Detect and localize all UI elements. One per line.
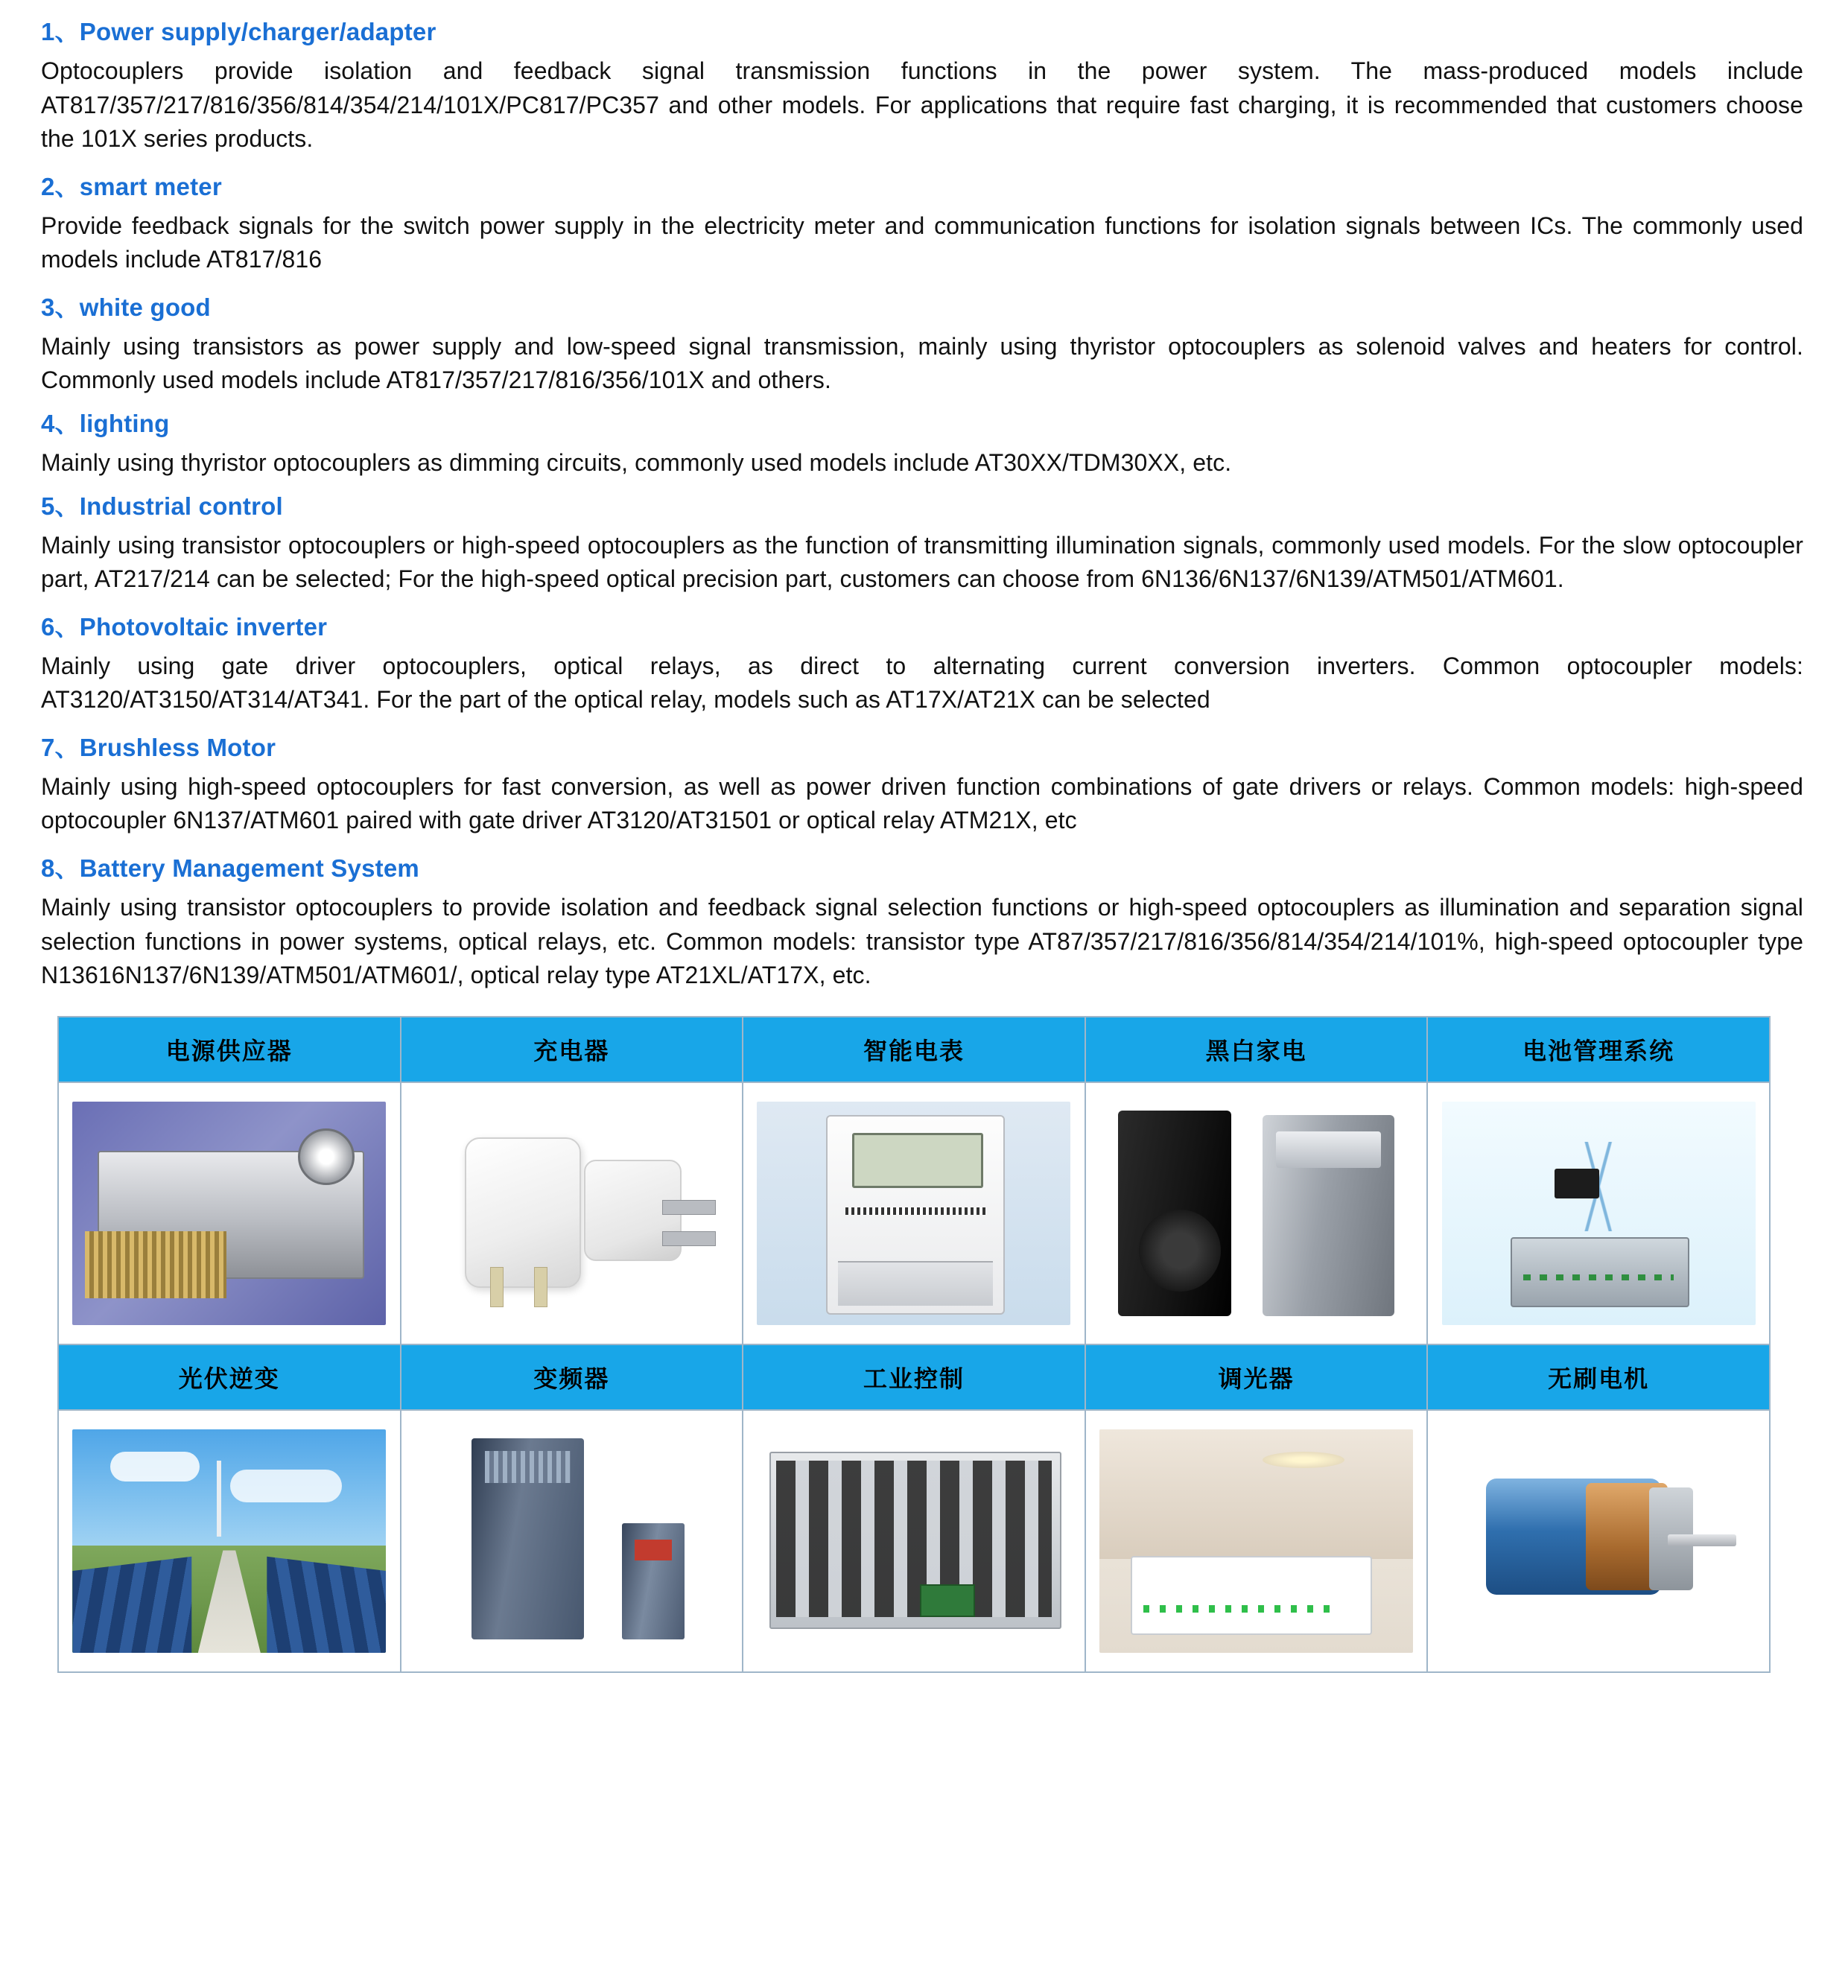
section-body: Mainly using transistor optocouplers or high-speed optocouplers as the function of transmitting illumination signals, commonly used models. For the slow optocoupler part, AT217/214 can be selected; For the high-speed optical precision part, customers can choose from 6N136/6N137/6N139/ATM501/ATM601.	[41, 531, 1803, 593]
header-cell-industrial-control: 工业控制	[743, 1344, 1085, 1410]
brushless-motor-photo	[1442, 1429, 1756, 1653]
plc-controller-photo	[757, 1429, 1070, 1653]
section-photovoltaic-inverter	[41, 612, 1803, 717]
charger-photo	[415, 1102, 728, 1325]
header-cell-charger: 充电器	[401, 1017, 743, 1082]
section-brushless-motor	[41, 732, 1803, 838]
section-title: 3、white good	[41, 293, 211, 321]
solar-farm-photo	[72, 1429, 386, 1653]
section-title: 4、lighting	[41, 409, 170, 437]
section-title: 8、Battery Management System	[41, 854, 419, 882]
table-header-row-1	[58, 1017, 1770, 1082]
section-smart-meter	[41, 171, 1803, 277]
section-battery-management-system	[41, 853, 1803, 993]
section-title: 6、Photovoltaic inverter	[41, 612, 328, 641]
section-industrial-control	[41, 491, 1803, 597]
header-cell-brushless-motor: 无刷电机	[1427, 1344, 1770, 1410]
table-image-row-2	[58, 1410, 1770, 1672]
image-cell-frequency-converter	[401, 1410, 743, 1672]
image-cell-battery-management	[1427, 1082, 1770, 1344]
table-image-row-1	[58, 1082, 1770, 1344]
section-power-supply	[41, 16, 1803, 156]
application-image-table	[57, 1016, 1771, 1673]
image-cell-industrial-control	[743, 1410, 1085, 1672]
section-body: Mainly using transistors as power supply and low-speed signal transmission, mainly using thyristor optocouplers as solenoid valves and heaters for control. Commonly used models include AT817/357/217/816/356/101X and others.	[41, 332, 1803, 394]
image-cell-photovoltaic	[58, 1410, 401, 1672]
section-body: Mainly using high-speed optocouplers for fast conversion, as well as power driven function combinations of gate drivers or relays. Common models: high-speed optocoupler 6N137/ATM601 paired with gate driver AT3120/AT31501 or optical relay ATM21X, etc	[41, 773, 1803, 834]
header-cell-power-supply: 电源供应器	[58, 1017, 401, 1082]
section-title: 7、Brushless Motor	[41, 733, 276, 761]
section-body: Provide feedback signals for the switch power supply in the electricity meter and communication functions for isolation signals between ICs. The commonly used models include AT817/816	[41, 212, 1803, 273]
bms-diagram	[1442, 1102, 1756, 1325]
section-white-good	[41, 292, 1803, 398]
header-cell-home-appliance: 黑白家电	[1085, 1017, 1428, 1082]
dimmer-panel-photo	[1099, 1429, 1413, 1653]
section-body: Mainly using gate driver optocouplers, optical relays, as direct to alternating current conversion inverters. Common optocoupler models: AT3120/AT3150/AT314/AT341. For the part of the optical relay, models such as AT17X/AT21X can be selected	[41, 652, 1803, 714]
image-cell-brushless-motor	[1427, 1410, 1770, 1672]
header-cell-photovoltaic: 光伏逆变	[58, 1344, 401, 1410]
section-title: 2、smart meter	[41, 172, 222, 200]
header-cell-smart-meter: 智能电表	[743, 1017, 1085, 1082]
image-cell-smart-meter	[743, 1082, 1085, 1344]
inverter-photo	[415, 1429, 728, 1653]
image-cell-dimmer	[1085, 1410, 1428, 1672]
smart-meter-photo	[757, 1102, 1070, 1325]
section-body: Mainly using transistor optocouplers to provide isolation and feedback signal selection functions or high-speed optocouplers as illumination and separation signal selection functions in power systems, optical relays, etc. Common models: transistor type AT87/357/217/816/356/814/354/214/101%, high-speed optocoupler type N13616N137/6N139/ATM501/ATM601/, optical relay type AT21XL/AT17X, etc.	[41, 894, 1803, 988]
header-cell-dimmer: 调光器	[1085, 1344, 1428, 1410]
table-header-row-2	[58, 1344, 1770, 1410]
section-title: 1、Power supply/charger/adapter	[41, 18, 436, 45]
image-cell-home-appliance	[1085, 1082, 1428, 1344]
section-body: Optocouplers provide isolation and feedback signal transmission functions in the power system. The mass-produced models include AT817/357/217/816/356/814/354/214/101X/PC817/PC357 and other models. For applications that require fast charging, it is recommended that customers choose the 101X series products.	[41, 57, 1803, 153]
section-lighting	[41, 408, 1803, 480]
section-body: Mainly using thyristor optocouplers as dimming circuits, commonly used models include AT30XX/TDM30XX, etc.	[41, 449, 1232, 477]
header-cell-frequency-converter: 变频器	[401, 1344, 743, 1410]
home-appliance-photo	[1099, 1102, 1413, 1325]
section-title: 5、Industrial control	[41, 492, 283, 520]
image-cell-power-supply	[58, 1082, 401, 1344]
power-supply-photo	[72, 1102, 386, 1325]
image-cell-charger	[401, 1082, 743, 1344]
header-cell-battery-management: 电池管理系统	[1427, 1017, 1770, 1082]
